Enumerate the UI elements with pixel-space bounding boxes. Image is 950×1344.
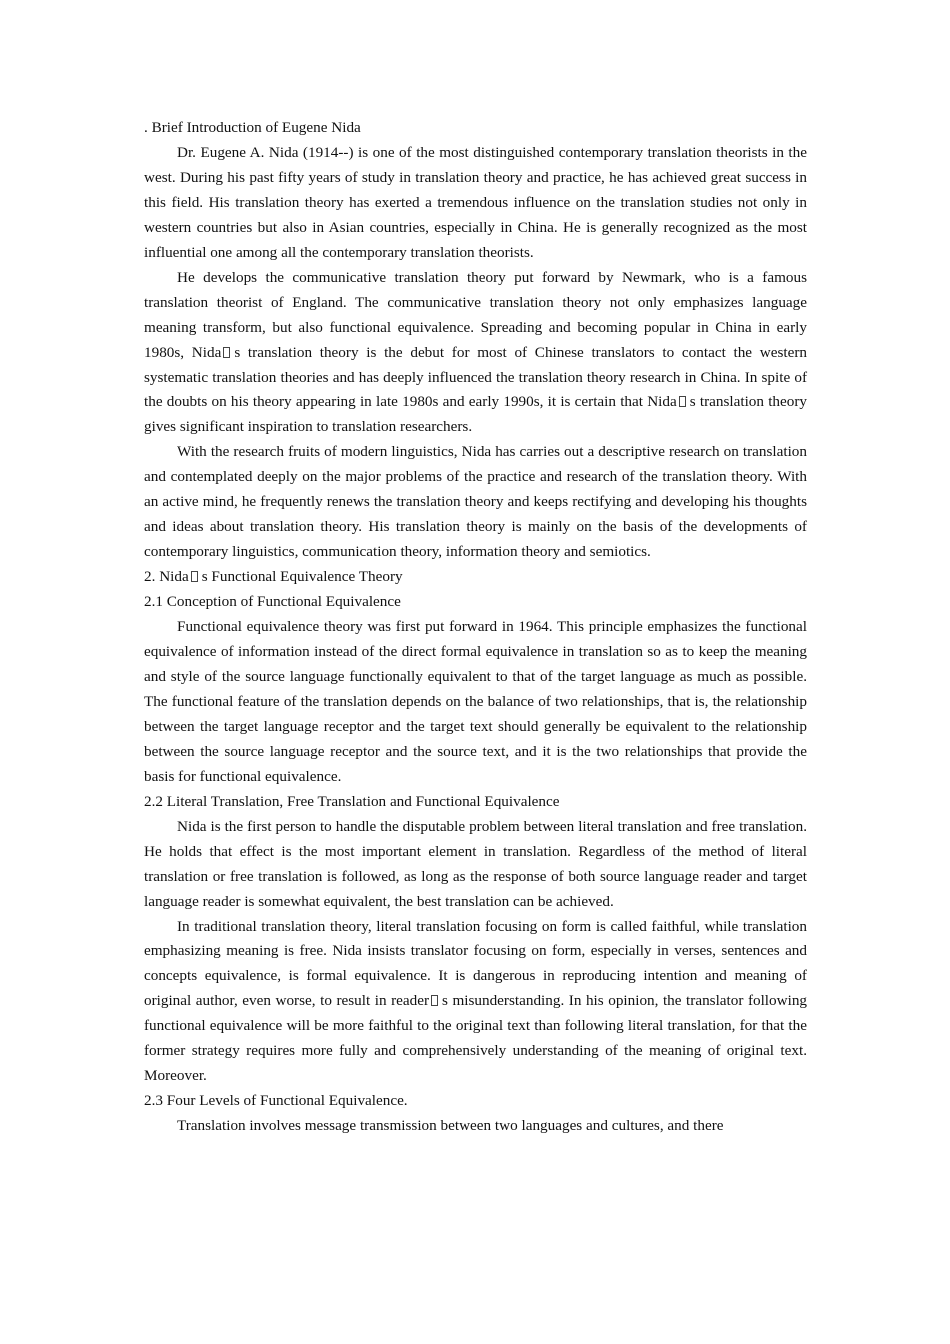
subsection-heading-four-levels: 2.3 Four Levels of Functional Equivalence. bbox=[144, 1092, 408, 1110]
missing-glyph-icon bbox=[191, 571, 198, 582]
paragraph-nida-biography: Dr. Eugene A. Nida (1914--) is one of the most distinguished contemporary translation theorists in the west. During his past fifty years of study in translation theory and practice, he has achieved great success in this field. His translation theory has exerted a tremendous influence on the translation studies not only in western countries but also in Asian countries, especially in China. He is generally recognized as the most influential one among all the contemporary translation theorists. bbox=[144, 143, 807, 261]
document-page bbox=[144, 116, 807, 1139]
paragraph-text: In traditional translation theory, literal translation focusing on form is called faithful, while translation emphasizing meaning is free. Nida insists translator focusing on form, especially in verses, sentences and concepts equivalence, is formal equivalence. It is dangerous in reproducing intention and meaning of original author, even worse, to result in reader bbox=[144, 917, 807, 1010]
paragraph-text: s misunderstanding. In his opinion, the translator following functional equivalence will be more faithful to the original text than following literal translation, for that the former strategy requires more fully and comprehensively understanding of the meaning of original text. Moreover. bbox=[144, 992, 808, 1085]
paragraph-functional-equivalence-definition: Functional equivalence theory was first put forward in 1964. This principle emphasizes the functional equivalence of information instead of the direct formal equivalence in translation so as to keep the meaning and style of the source language functionally equivalent to that of the target language as much as possible. The functional feature of the translation depends on the balance of two relationships, that is, the relationship between the target language receptor and the target text should generally be equivalent to the relationship between the source language receptor and the source text, and it is the two relationships that provide the basis for functional equivalence. bbox=[144, 618, 807, 785]
paragraph-message-transmission: Translation involves message transmission between two languages and cultures, and there bbox=[177, 1117, 724, 1135]
section-heading-brief-introduction: . Brief Introduction of Eugene Nida bbox=[144, 119, 361, 136]
paragraph-text: He develops the communicative translation theory put forward by Newmark, who is a famous translation theorist of England. The communicative translation theory not only emphasizes language meaning transform, but also functional equivalence. Spreading and becoming popular in China in early 1980s, Nida bbox=[144, 268, 807, 361]
missing-glyph-icon bbox=[223, 347, 230, 358]
paragraph-traditional-theory bbox=[144, 915, 807, 1090]
missing-glyph-icon bbox=[679, 396, 686, 407]
paragraph-text: s translation theory gives significant inspiration to translation researchers. bbox=[144, 393, 807, 436]
paragraph-communicative-theory bbox=[144, 266, 807, 441]
subsection-heading-literal-free-translation: 2.2 Literal Translation, Free Translation and Functional Equivalence bbox=[144, 792, 560, 810]
paragraph-literal-vs-free: Nida is the first person to handle the disputable problem between literal translation and free translation. He holds that effect is the most important element in translation. Regardless of the method of literal translation or free translation is followed, as long as the response of both source language reader and target language reader is somewhat equivalent, the best translation can be achieved. bbox=[144, 817, 807, 910]
heading-text: s Functional Equivalence Theory bbox=[201, 568, 403, 586]
heading-text: 2. Nida bbox=[144, 568, 189, 586]
section-heading-functional-equivalence-theory bbox=[144, 565, 807, 590]
paragraph-research-fruits: With the research fruits of modern linguistics, Nida has carries out a descriptive research on translation and contemplated deeply on the major problems of the practice and research of the translation theory. With an active mind, he frequently renews the translation theory and keeps rectifying and developing his thoughts and ideas about translation theory. His translation theory is mainly on the basis of the developments of contemporary linguistics, communication theory, information theory and semiotics. bbox=[144, 443, 807, 561]
missing-glyph-icon bbox=[431, 995, 438, 1006]
paragraph-text: s translation theory is the debut for most of Chinese translators to contact the western systematic translation theories and has deeply influenced the translation theory research in China. In spite of the doubts on his theory appearing in late 1980s and early 1990s, it is certain that Nida bbox=[144, 343, 807, 411]
subsection-heading-conception: 2.1 Conception of Functional Equivalence bbox=[144, 593, 401, 611]
